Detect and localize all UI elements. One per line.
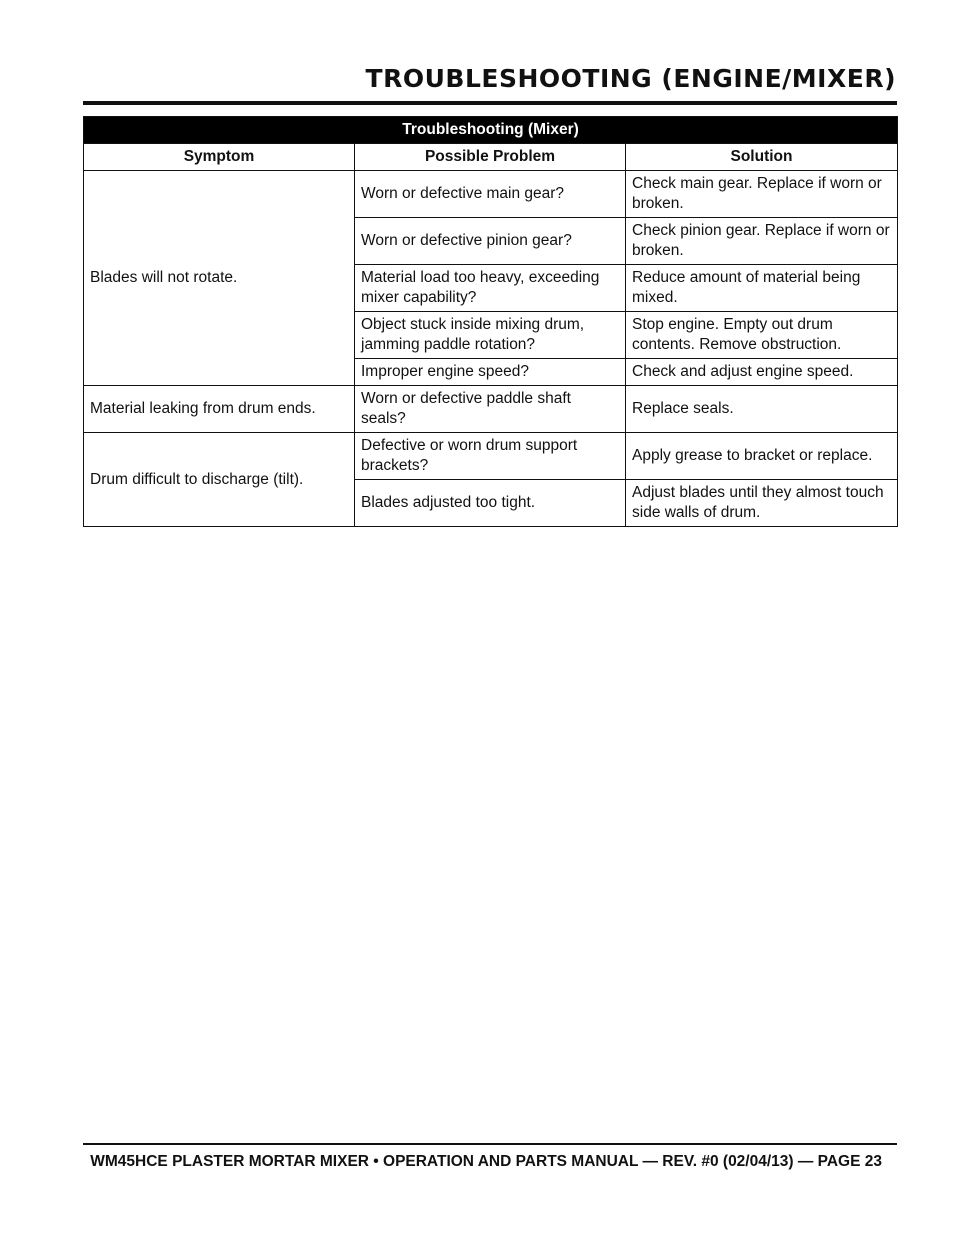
problem-cell: Improper engine speed? — [355, 359, 626, 386]
problem-cell: Worn or defective paddle shaft seals? — [355, 386, 626, 433]
table-row — [84, 386, 898, 433]
problem-cell: Worn or defective pinion gear? — [355, 218, 626, 265]
solution-cell: Replace seals. — [626, 386, 898, 433]
problem-cell: Object stuck inside mixing drum, jamming paddle rotation? — [355, 312, 626, 359]
problem-cell: Defective or worn drum support brackets? — [355, 433, 626, 480]
solution-cell: Adjust blades until they almost touch side walls of drum. — [626, 480, 898, 527]
solution-cell: Check and adjust engine speed. — [626, 359, 898, 386]
solution-cell: Check pinion gear. Replace if worn or broken. — [626, 218, 898, 265]
solution-cell: Stop engine. Empty out drum contents. Remove obstruction. — [626, 312, 898, 359]
solution-cell: Check main gear. Replace if worn or broken. — [626, 171, 898, 218]
column-header-possible-problem: Possible Problem — [355, 144, 626, 171]
table-row — [84, 171, 898, 218]
troubleshooting-table — [83, 116, 898, 527]
solution-cell: Apply grease to bracket or replace. — [626, 433, 898, 480]
title-divider — [83, 101, 897, 105]
footer-divider — [83, 1143, 897, 1145]
column-header-solution: Solution — [626, 144, 898, 171]
symptom-cell: Blades will not rotate. — [84, 171, 355, 386]
table-caption: Troubleshooting (Mixer) — [84, 117, 898, 144]
problem-cell: Blades adjusted too tight. — [355, 480, 626, 527]
symptom-cell: Drum difficult to discharge (tilt). — [84, 433, 355, 527]
symptom-cell: Material leaking from drum ends. — [84, 386, 355, 433]
problem-cell: Worn or defective main gear? — [355, 171, 626, 218]
page-footer: WM45HCE PLASTER MORTAR MIXER • OPERATION AND PARTS MANUAL — REV. #0 (02/04/13) — PAGE 23 — [90, 1153, 882, 1170]
page-title: TROUBLESHOOTING (ENGINE/MIXER) — [365, 64, 896, 93]
solution-cell: Reduce amount of material being mixed. — [626, 265, 898, 312]
table-row — [84, 433, 898, 480]
problem-cell: Material load too heavy, exceeding mixer capability? — [355, 265, 626, 312]
column-header-symptom: Symptom — [84, 144, 355, 171]
